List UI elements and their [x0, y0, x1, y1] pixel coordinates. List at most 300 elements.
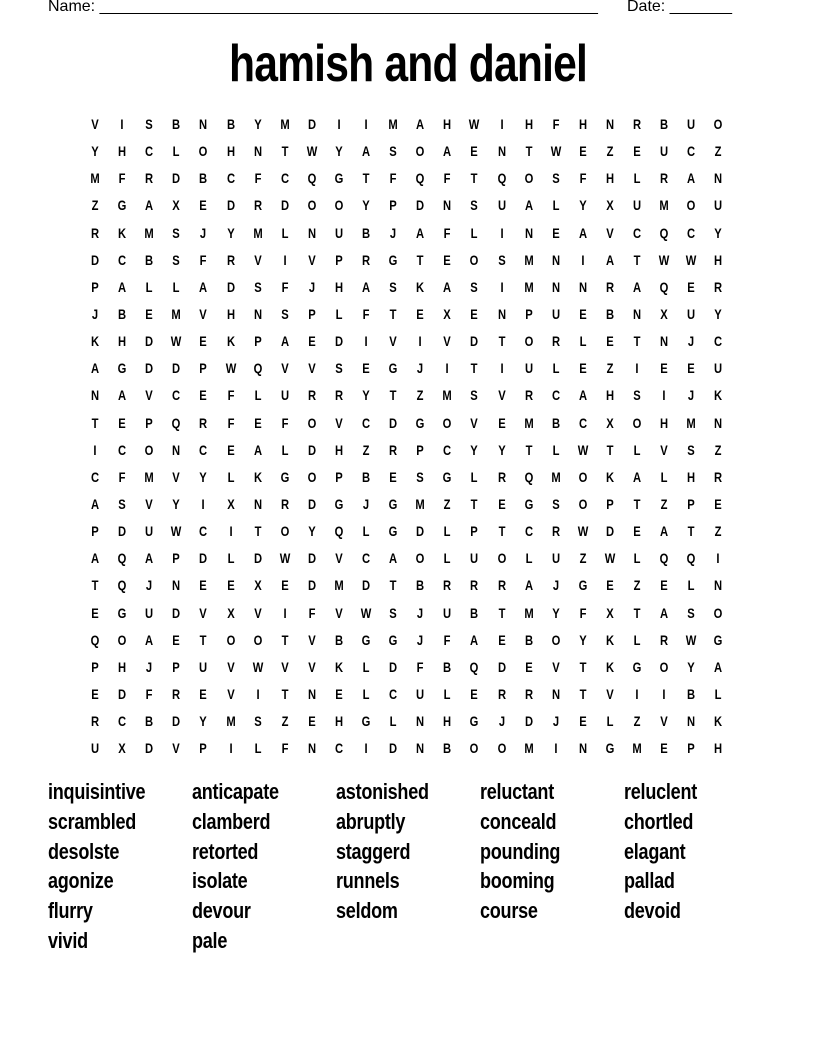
grid-letter: X	[253, 577, 262, 594]
grid-letter: E	[199, 197, 208, 214]
grid-letter: L	[579, 333, 587, 350]
grid-letter: T	[389, 305, 397, 322]
grid-letter: U	[551, 550, 560, 567]
grid-letter: G	[442, 468, 452, 485]
grid-letter: J	[498, 713, 505, 730]
grid-row	[82, 737, 736, 764]
grid-row	[82, 384, 736, 411]
grid-letter: R	[389, 441, 398, 458]
grid-letter: L	[227, 468, 234, 485]
word-list-item: desolste	[48, 838, 120, 864]
grid-letter: C	[199, 441, 208, 458]
grid-letter: J	[688, 387, 695, 404]
grid-letter: V	[497, 387, 506, 404]
grid-letter: N	[443, 197, 452, 214]
grid-letter: A	[145, 197, 154, 214]
grid-letter: E	[579, 360, 587, 377]
grid-letter: H	[226, 143, 235, 160]
grid-letter: D	[172, 604, 181, 621]
grid-letter: G	[605, 740, 615, 757]
grid-letter: I	[364, 740, 368, 757]
grid-letter: F	[443, 631, 451, 648]
grid-letter: A	[145, 550, 154, 567]
grid-letter: H	[334, 441, 343, 458]
grid-letter: B	[361, 468, 371, 485]
grid-letter: I	[445, 360, 449, 377]
grid-letter: G	[388, 523, 398, 540]
grid-letter: F	[308, 604, 316, 621]
grid-letter: O	[713, 604, 723, 621]
grid-letter: Z	[714, 523, 722, 540]
word-search-grid	[82, 113, 736, 764]
grid-letter: B	[334, 631, 343, 648]
word-column	[624, 778, 764, 927]
grid-letter: V	[91, 116, 99, 132]
grid-letter: G	[388, 631, 398, 648]
grid-letter: L	[633, 550, 641, 567]
grid-letter: H	[687, 468, 696, 485]
grid-letter: M	[523, 251, 534, 268]
grid-letter: W	[469, 116, 480, 132]
grid-letter: Q	[307, 170, 317, 187]
grid-row	[82, 466, 736, 493]
grid-letter: N	[578, 278, 587, 295]
grid-letter: X	[118, 740, 126, 757]
grid-letter: N	[497, 305, 506, 322]
grid-row	[82, 547, 736, 574]
grid-letter: N	[714, 414, 723, 431]
grid-letter: Z	[633, 577, 641, 594]
grid-letter: R	[90, 713, 100, 730]
grid-letter: I	[93, 441, 97, 458]
grid-letter: T	[470, 170, 478, 187]
grid-letter: M	[171, 305, 181, 322]
grid-letter: E	[633, 523, 641, 540]
grid-letter: S	[280, 305, 289, 322]
grid-row	[82, 439, 736, 466]
grid-letter: S	[118, 495, 126, 512]
grid-letter: E	[470, 143, 479, 160]
grid-letter: L	[145, 278, 153, 295]
grid-letter: X	[606, 604, 614, 621]
grid-letter: U	[687, 116, 696, 132]
grid-letter: O	[497, 740, 506, 757]
grid-letter: H	[118, 143, 127, 160]
grid-letter: E	[443, 251, 452, 268]
grid-letter: N	[172, 577, 181, 594]
grid-letter: E	[335, 685, 343, 702]
word-column	[336, 778, 476, 927]
grid-letter: R	[605, 278, 614, 295]
grid-row	[82, 194, 736, 221]
grid-letter: L	[606, 713, 614, 730]
grid-letter: O	[253, 631, 262, 648]
grid-letter: Y	[91, 143, 99, 160]
grid-letter: A	[687, 170, 696, 187]
grid-letter: M	[551, 468, 561, 485]
grid-letter: A	[361, 278, 371, 295]
grid-letter: C	[199, 523, 208, 540]
grid-letter: V	[335, 414, 343, 431]
grid-letter: V	[199, 305, 208, 322]
word-list-item: staggerd	[336, 838, 411, 864]
grid-letter: T	[91, 577, 99, 594]
grid-row	[82, 303, 736, 330]
grid-letter: R	[280, 495, 289, 512]
grid-letter: N	[714, 170, 723, 187]
grid-letter: J	[308, 278, 315, 295]
grid-letter: R	[199, 414, 208, 431]
grid-letter: P	[253, 333, 262, 350]
grid-letter: N	[307, 740, 316, 757]
grid-letter: G	[524, 495, 533, 512]
header	[48, 0, 748, 20]
grid-letter: P	[199, 360, 208, 377]
grid-letter: G	[117, 360, 127, 377]
grid-letter: L	[714, 685, 722, 702]
grid-letter: E	[389, 468, 397, 485]
grid-letter: A	[280, 333, 289, 350]
grid-letter: U	[687, 305, 696, 322]
grid-letter: C	[226, 170, 235, 187]
grid-letter: P	[416, 441, 424, 458]
grid-letter: H	[714, 251, 723, 268]
grid-letter: V	[606, 224, 614, 241]
grid-letter: H	[118, 658, 127, 675]
grid-letter: A	[524, 197, 533, 214]
grid-letter: O	[415, 143, 425, 160]
grid-letter: E	[308, 333, 316, 350]
grid-letter: D	[172, 170, 181, 187]
grid-letter: R	[660, 631, 669, 648]
grid-letter: P	[606, 495, 614, 512]
grid-letter: L	[687, 577, 695, 594]
grid-letter: C	[687, 224, 696, 241]
grid-letter: M	[280, 116, 290, 132]
grid-letter: K	[253, 468, 262, 485]
grid-letter: P	[308, 305, 316, 322]
grid-letter: S	[551, 495, 560, 512]
grid-letter: D	[307, 441, 316, 458]
grid-letter: W	[577, 441, 589, 458]
grid-letter: M	[659, 197, 669, 214]
grid-letter: Q	[470, 658, 479, 675]
grid-letter: T	[389, 387, 397, 404]
grid-letter: E	[660, 360, 668, 377]
grid-letter: N	[551, 685, 560, 702]
grid-letter: V	[172, 740, 181, 757]
grid-letter: L	[552, 441, 560, 458]
grid-letter: S	[551, 170, 560, 187]
grid-letter: P	[470, 523, 479, 540]
grid-letter: Y	[551, 604, 560, 621]
grid-letter: O	[551, 631, 561, 648]
grid-letter: H	[605, 387, 614, 404]
grid-letter: V	[253, 251, 262, 268]
grid-letter: Q	[117, 577, 127, 594]
grid-letter: A	[361, 143, 371, 160]
grid-letter: V	[308, 251, 316, 268]
grid-letter: N	[253, 305, 262, 322]
grid-letter: G	[334, 170, 344, 187]
grid-letter: N	[551, 251, 560, 268]
grid-letter: I	[256, 685, 260, 702]
grid-letter: A	[90, 360, 100, 377]
grid-letter: R	[660, 170, 669, 187]
grid-letter: X	[606, 414, 614, 431]
grid-letter: Q	[171, 414, 181, 431]
grid-letter: F	[281, 414, 289, 431]
grid-letter: D	[145, 333, 154, 350]
grid-letter: O	[442, 414, 452, 431]
grid-letter: K	[605, 631, 614, 648]
grid-letter: K	[118, 224, 127, 241]
grid-letter: O	[632, 414, 642, 431]
grid-letter: D	[361, 577, 371, 594]
grid-letter: W	[225, 360, 236, 377]
grid-letter: X	[606, 197, 614, 214]
grid-letter: N	[416, 713, 425, 730]
grid-letter: Z	[606, 360, 614, 377]
grid-letter: F	[227, 414, 234, 431]
grid-letter: G	[415, 414, 425, 431]
grid-letter: S	[335, 360, 343, 377]
grid-letter: I	[635, 685, 639, 702]
grid-letter: P	[524, 305, 533, 322]
grid-letter: G	[632, 658, 642, 675]
grid-letter: U	[470, 550, 479, 567]
grid-letter: W	[306, 143, 318, 160]
grid-letter: E	[470, 685, 479, 702]
grid-letter: Y	[714, 224, 723, 241]
grid-letter: W	[252, 658, 263, 675]
grid-letter: O	[578, 468, 588, 485]
grid-letter: H	[605, 170, 614, 187]
grid-letter: P	[172, 658, 181, 675]
grid-letter: T	[362, 170, 370, 187]
grid-letter: C	[118, 713, 127, 730]
grid-letter: H	[578, 116, 587, 132]
grid-letter: C	[389, 685, 398, 702]
grid-letter: Z	[443, 495, 451, 512]
grid-letter: Z	[362, 441, 370, 458]
grid-letter: K	[226, 333, 235, 350]
grid-letter: U	[280, 387, 289, 404]
grid-letter: I	[283, 604, 287, 621]
grid-letter: A	[470, 631, 479, 648]
grid-letter: K	[334, 658, 343, 675]
grid-letter: L	[443, 550, 451, 567]
grid-letter: E	[606, 577, 614, 594]
grid-letter: V	[470, 414, 479, 431]
grid-letter: E	[199, 577, 208, 594]
grid-letter: K	[605, 658, 614, 675]
grid-row	[82, 629, 736, 656]
grid-letter: D	[334, 333, 343, 350]
grid-letter: L	[281, 441, 289, 458]
grid-letter: W	[550, 143, 561, 160]
grid-letter: N	[632, 305, 642, 322]
grid-letter: F	[254, 170, 262, 187]
grid-letter: M	[523, 278, 534, 295]
grid-letter: O	[415, 550, 425, 567]
grid-letter: E	[687, 278, 695, 295]
grid-letter: P	[145, 414, 153, 431]
grid-letter: B	[199, 170, 208, 187]
grid-letter: U	[443, 604, 452, 621]
grid-letter: G	[388, 360, 398, 377]
grid-letter: L	[633, 631, 641, 648]
grid-letter: A	[90, 495, 100, 512]
grid-letter: T	[470, 360, 478, 377]
grid-letter: G	[361, 713, 371, 730]
grid-letter: V	[660, 441, 668, 458]
word-column	[480, 778, 620, 927]
grid-letter: F	[579, 604, 587, 621]
grid-letter: W	[577, 523, 589, 540]
grid-letter: I	[499, 116, 504, 132]
grid-letter: O	[307, 468, 317, 485]
grid-letter: Y	[253, 116, 262, 132]
grid-row	[82, 493, 736, 520]
grid-letter: Y	[579, 631, 587, 648]
grid-letter: R	[443, 577, 452, 594]
grid-letter: E	[253, 414, 262, 431]
grid-letter: W	[360, 604, 372, 621]
grid-letter: Y	[199, 713, 208, 730]
grid-letter: H	[714, 740, 723, 757]
grid-letter: Z	[714, 143, 722, 160]
grid-letter: I	[554, 740, 558, 757]
grid-letter: Y	[172, 495, 181, 512]
grid-letter: S	[470, 278, 479, 295]
grid-letter: D	[253, 550, 262, 567]
grid-letter: S	[172, 224, 181, 241]
word-list-item: course	[480, 898, 538, 924]
grid-letter: T	[498, 523, 505, 540]
grid-letter: E	[470, 305, 479, 322]
grid-letter: T	[498, 604, 505, 621]
grid-letter: S	[470, 197, 479, 214]
grid-letter: A	[578, 387, 587, 404]
grid-letter: U	[90, 740, 100, 757]
grid-letter: C	[361, 550, 371, 567]
grid-letter: G	[117, 604, 127, 621]
grid-letter: G	[117, 197, 127, 214]
grid-letter: G	[578, 577, 588, 594]
grid-letter: F	[443, 224, 451, 241]
grid-letter: F	[389, 170, 397, 187]
grid-letter: I	[120, 116, 124, 132]
grid-letter: D	[416, 197, 425, 214]
grid-letter: E	[579, 305, 587, 322]
grid-letter: B	[605, 305, 614, 322]
grid-letter: D	[118, 685, 127, 702]
grid-letter: K	[714, 713, 723, 730]
grid-letter: Q	[253, 360, 262, 377]
grid-letter: V	[199, 604, 208, 621]
grid-row	[82, 683, 736, 710]
grid-letter: V	[226, 658, 235, 675]
grid-letter: E	[633, 143, 641, 160]
grid-letter: A	[660, 604, 669, 621]
word-list-item: conceald	[480, 808, 557, 834]
grid-letter: X	[443, 305, 452, 322]
grid-letter: D	[226, 197, 235, 214]
grid-letter: C	[632, 224, 642, 241]
grid-letter: T	[525, 143, 533, 160]
grid-letter: R	[714, 468, 723, 485]
grid-letter: Q	[659, 224, 669, 241]
grid-row	[82, 222, 736, 249]
grid-letter: D	[199, 550, 208, 567]
grid-row	[82, 330, 736, 357]
grid-letter: O	[334, 197, 344, 214]
grid-letter: R	[145, 170, 154, 187]
grid-letter: P	[91, 658, 99, 675]
word-list-item: reluctant	[480, 779, 554, 804]
date-field-label: Date: _______	[627, 0, 732, 15]
grid-letter: T	[281, 143, 289, 160]
grid-letter: E	[91, 685, 99, 702]
grid-letter: J	[552, 577, 559, 594]
word-list-item: chortled	[624, 808, 694, 834]
grid-letter: R	[524, 685, 533, 702]
grid-row	[82, 574, 736, 601]
grid-letter: O	[497, 550, 506, 567]
grid-letter: T	[579, 685, 587, 702]
grid-letter: E	[199, 685, 208, 702]
grid-letter: L	[335, 305, 343, 322]
grid-letter: T	[498, 333, 505, 350]
grid-letter: J	[146, 658, 153, 675]
word-list-item: clamberd	[192, 808, 271, 834]
word-list-item: devour	[192, 898, 251, 924]
grid-letter: V	[308, 360, 316, 377]
grid-letter: V	[145, 495, 153, 512]
grid-letter: Z	[579, 550, 587, 567]
grid-letter: Z	[606, 143, 614, 160]
grid-letter: W	[171, 523, 182, 540]
grid-letter: F	[199, 251, 207, 268]
grid-letter: B	[687, 685, 696, 702]
grid-letter: M	[632, 740, 642, 757]
word-list-item: flurry	[48, 898, 93, 924]
grid-letter: F	[579, 170, 587, 187]
grid-letter: D	[118, 523, 127, 540]
grid-row	[82, 249, 736, 276]
grid-letter: Q	[659, 278, 669, 295]
grid-letter: R	[172, 685, 181, 702]
grid-letter: C	[551, 387, 560, 404]
grid-letter: A	[199, 278, 208, 295]
grid-letter: N	[687, 713, 696, 730]
grid-letter: E	[606, 333, 614, 350]
word-list-item: scrambled	[48, 808, 137, 834]
grid-letter: C	[280, 170, 289, 187]
grid-letter: O	[524, 333, 533, 350]
grid-letter: E	[145, 305, 153, 322]
grid-letter: R	[361, 251, 371, 268]
grid-letter: D	[389, 658, 398, 675]
grid-letter: T	[525, 441, 533, 458]
grid-letter: L	[362, 658, 370, 675]
grid-letter: T	[389, 577, 397, 594]
grid-letter: C	[90, 468, 100, 485]
grid-letter: N	[578, 740, 587, 757]
grid-letter: A	[578, 224, 587, 241]
grid-letter: L	[254, 387, 262, 404]
